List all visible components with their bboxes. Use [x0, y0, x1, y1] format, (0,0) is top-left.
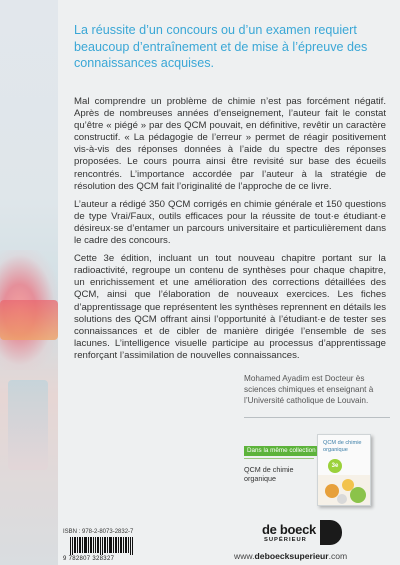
publisher-name: de boeck — [262, 522, 316, 537]
molecule-illustration — [318, 475, 370, 505]
barcode-icon — [70, 537, 134, 555]
isbn-text: ISBN : 978-2-8073-2832-7 — [63, 529, 134, 535]
edition-badge: 3e — [328, 459, 342, 473]
publisher-d-icon — [320, 520, 342, 545]
publisher-website[interactable] — [234, 551, 347, 561]
url-suffix: .com — [328, 551, 348, 561]
related-book-cover — [317, 434, 371, 506]
author-bio: Mohamed Ayadim est Docteur ès sciences chimiques et enseignant à l’Université catholique de Louvain. — [244, 374, 374, 405]
description-paragraph: L’auteur a rédigé 350 QCM corrigés en chimie générale et 150 questions de type Vrai/Faux, outils efficaces pour la réussite de tout·e étudiant·e désireux·se d’entamer un parcours universitaire et particulièrement dans le cadre des concours. — [74, 198, 386, 247]
publisher-logo — [262, 520, 382, 548]
collection-book-title: QCM de chimie organique — [244, 465, 294, 483]
liquid-decoration — [0, 300, 58, 340]
book-cover-title: QCM de chimie organique — [323, 440, 362, 453]
url-brand: deboecksuperieur — [254, 551, 329, 561]
collection-label: Dans la même collection — [244, 446, 317, 456]
collection-divider — [244, 458, 314, 459]
author-divider — [244, 417, 390, 418]
description-body — [74, 96, 386, 368]
description-paragraph: Mal comprendre un problème de chimie n’est pas forcément négatif. Après de nombreuses années d’enseignement, l’auteur fait le constat qu’être « piégé » par des QCM pouvait, en définitive, revêtir un caractère constructif. « La pédagogie de l’erreur » permet de réagir positivement vis-à-vis des réponses données à l’aide du spectre des réponses proposées. Le cours pourra ainsi être revisité sur base des écueils rencontrés. L’importance accordée par l’auteur à la stratégie de résolution des QCM fait l’originalité de l’approche de ce livre. — [74, 96, 386, 192]
background-photo-strip — [0, 0, 58, 565]
barcode-number: 9 782807 328327 — [63, 556, 115, 562]
glass-reflection-decoration — [8, 380, 48, 470]
description-paragraph: Cette 3e édition, incluant un tout nouveau chapitre portant sur la radioactivité, regroupe un contenu de synthèses pour chaque chapitre, un enrichissement et une amélioration des corrections détaillées des QCM, ainsi que l’élaboration de nouveaux exercices. Les fiches d’apprentissage que représentent les synthèses reprennent en détails les solutions des QCM offrant ainsi l’opportunité à l’étudiant·e de tester ses connaissances et de cibler de manière dirigée l’ensemble de ses lacunes. L’intelligence visuelle participe au processus d’apprentissage renforçant l’assimilation de nouvelles connaissances. — [74, 253, 386, 361]
lead-paragraph: La réussite d’un concours ou d’un examen requiert beaucoup d’entraînement et de mise à l’épreuve des connaissances acquises. — [74, 23, 368, 70]
url-prefix: www. — [234, 551, 255, 561]
publisher-subname: SUPÉRIEUR — [264, 537, 307, 543]
